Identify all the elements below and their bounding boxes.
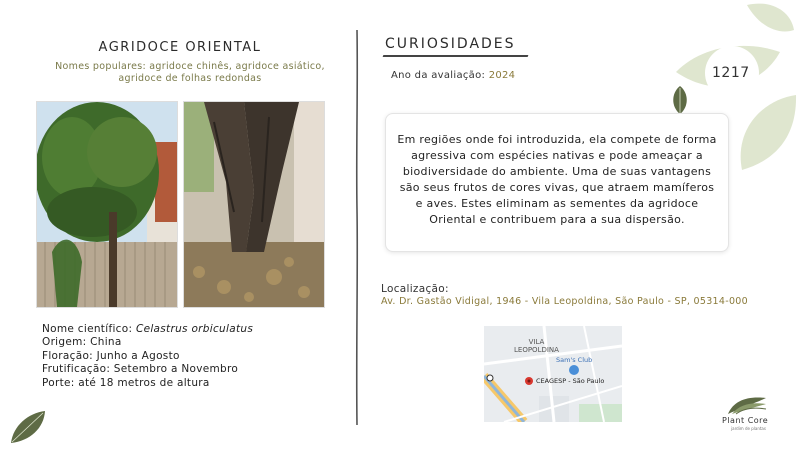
brand-name: Plant Core (722, 416, 769, 425)
flowering-row: Floração: Junho a Agosto (42, 349, 180, 362)
popular-names-line-1: Nomes populares: agridoce chinês, agridoce asiático, (55, 61, 325, 72)
scientific-name-value: Celastrus orbiculatus (135, 323, 254, 335)
plant-facts (42, 323, 253, 390)
map-district-line-1: VILA (528, 338, 545, 346)
popular-names-line-2: agridoce de folhas redondas (118, 73, 262, 84)
map-poi-ceagesp: CEAGESP - São Paulo (536, 377, 605, 385)
scientific-name-label: Nome científico: (42, 323, 133, 335)
curiosities-title: CURIOSIDADES (385, 36, 516, 52)
title-underline (383, 55, 529, 57)
location-address: Av. Dr. Gastão Vidigal, 1946 - Vila Leopoldina, São Paulo - SP, 05314-000 (381, 296, 748, 307)
map-poi-sams-club: Sam's Club (556, 356, 593, 364)
trunk-photo (183, 101, 325, 308)
year-label: Ano da avaliação: (391, 70, 486, 81)
year-value: 2024 (488, 70, 516, 81)
fruiting-row: Frutificação: Setembro a Novembro (42, 363, 239, 376)
badge-number: 1217 (712, 65, 750, 81)
scientific-name-row (42, 323, 253, 336)
plant-title: AGRIDOCE ORIENTAL (98, 40, 262, 55)
location-label: Localização: (381, 283, 449, 295)
plant-core-logo (726, 394, 768, 416)
brand-tagline: jardim de plantas (731, 426, 766, 431)
curiosities-card (385, 113, 729, 252)
leaf-icon-bottom (8, 408, 48, 446)
curiosities-text: Em regiões onde foi introduzida, ela compete de forma agressiva com espécies nativas e pode ameaçar a biodiversidade do ambiente. Uma de suas vantagens são seus frutos de cores vivas, que atraem mamíferos e aves. Estes eliminam as sementes da agridoce Oriental e contribuem para a sua dispersão. (397, 133, 717, 226)
origin-row: Origem: China (42, 336, 122, 349)
size-row: Porte: até 18 metros de altura (42, 376, 210, 389)
tree-photo (36, 101, 178, 308)
map-district-line-2: LEOPOLDINA (514, 346, 559, 354)
evaluation-year (391, 70, 515, 81)
popular-names (40, 61, 340, 85)
vertical-divider (355, 30, 359, 425)
leaf-icon (670, 85, 690, 115)
map-district-label (514, 338, 559, 354)
location-map[interactable] (484, 326, 622, 422)
